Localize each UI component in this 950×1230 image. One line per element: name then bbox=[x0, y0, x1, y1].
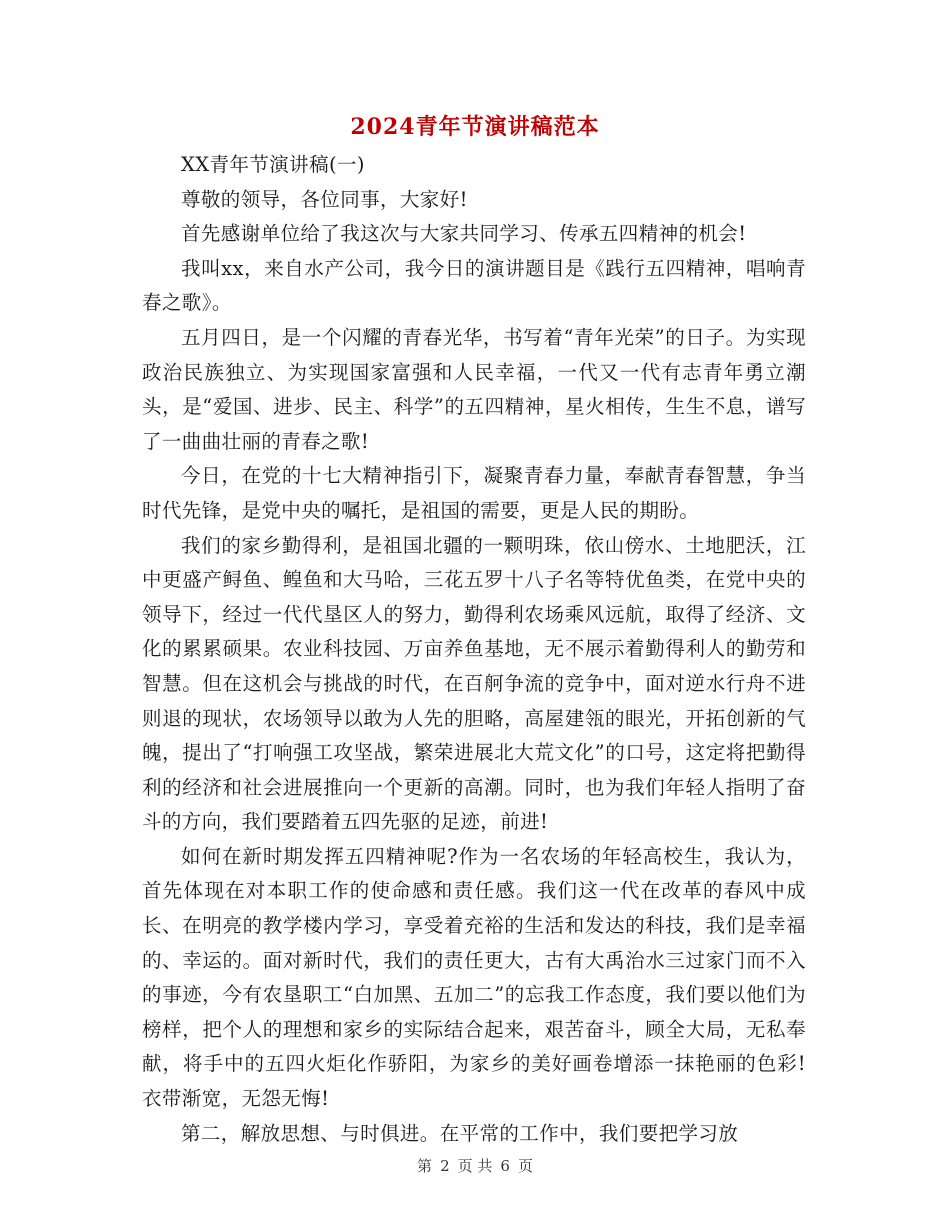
paragraph: 第二，解放思想、与时俱进。在平常的工作中，我们要把学习放 bbox=[181, 1121, 739, 1145]
paragraph: 我们的家乡勤得利，是祖国北疆的一颗明珠，依山傍水、土地肥沃，江中更盛产鲟鱼、鳇鱼和大马哈，三花五罗十八子名等特优鱼类，在党中央的领导下，经过一代代垦区人的努力，勤得利农场乘风远航，取得了经济、文化的累累硕果。农业科技园、万亩养鱼基地，无不展示着勤得利人的勤劳和智慧。但在这机会与挑战的时代，在百舸争流的竞争中，面对逆水行舟不进则退的现状，农场领导以敢为人先的胆略，高屋建瓴的眼光，开拓创新的气魄，提出了“打响强工攻坚战，繁荣进展北大荒文化”的口号，这定将把勤得利的经济和社会进展推向一个更新的高潮。同时，也为我们年轻人指明了奋斗的方向，我们要踏着五四先驱的足迹，前进! bbox=[142, 533, 806, 834]
paragraph: 我叫xx，来自水产公司，我今日的演讲题目是《践行五四精神，唱响青春之歌》。 bbox=[142, 256, 806, 315]
page-middle: 页 共 bbox=[457, 1157, 493, 1175]
page-number: 2 bbox=[440, 1157, 450, 1175]
paragraph: 首先感谢单位给了我这次与大家共同学习、传承五四精神的机会! bbox=[181, 222, 747, 246]
page-total: 6 bbox=[500, 1157, 510, 1175]
document-title: 2024青年节演讲稿范本 bbox=[350, 114, 600, 140]
paragraph: 今日，在党的十七大精神指引下，凝聚青春力量，奉献青春智慧，争当时代先锋，是党中央的嘱托，是祖国的需要，更是人民的期盼。 bbox=[142, 464, 806, 522]
paragraph: XX青年节演讲稿(一) bbox=[181, 153, 365, 176]
page-suffix: 页 bbox=[517, 1157, 533, 1175]
paragraph: 尊敬的领导，各位同事，大家好! bbox=[181, 187, 468, 211]
page-prefix: 第 bbox=[417, 1157, 433, 1175]
paragraph: 五月四日，是一个闪耀的青春光华，书写着“青年光荣”的日子。为实现政治民族独立、为实现国家富强和人民幸福，一代又一代有志青年勇立潮头，是“爱国、进步、民主、科学”的五四精神，星火相传，生生不息，谱写了一曲曲壮丽的青春之歌! bbox=[142, 325, 806, 453]
document-body bbox=[142, 148, 806, 1151]
paragraph: 如何在新时期发挥五四精神呢?作为一名农场的年轻高校生，我认为，首先体现在对本职工作的使命感和责任感。我们这一代在改革的春风中成长、在明亮的教学楼内学习，享受着充裕的生活和发达的科技，我们是幸福的、幸运的。面对新时代，我们的责任更大，古有大禹治水三过家门而不入的事迹，今有农垦职工“白加黑、五加二”的忘我工作态度，我们要以他们为榜样，把个人的理想和家乡的实际结合起来，艰苦奋斗，顾全大局，无私奉献，将手中的五四火炬化作骄阳，为家乡的美好画卷增添一抹艳丽的色彩!衣带渐宽，无怨无悔! bbox=[142, 844, 806, 1111]
page-footer bbox=[0, 1155, 950, 1176]
